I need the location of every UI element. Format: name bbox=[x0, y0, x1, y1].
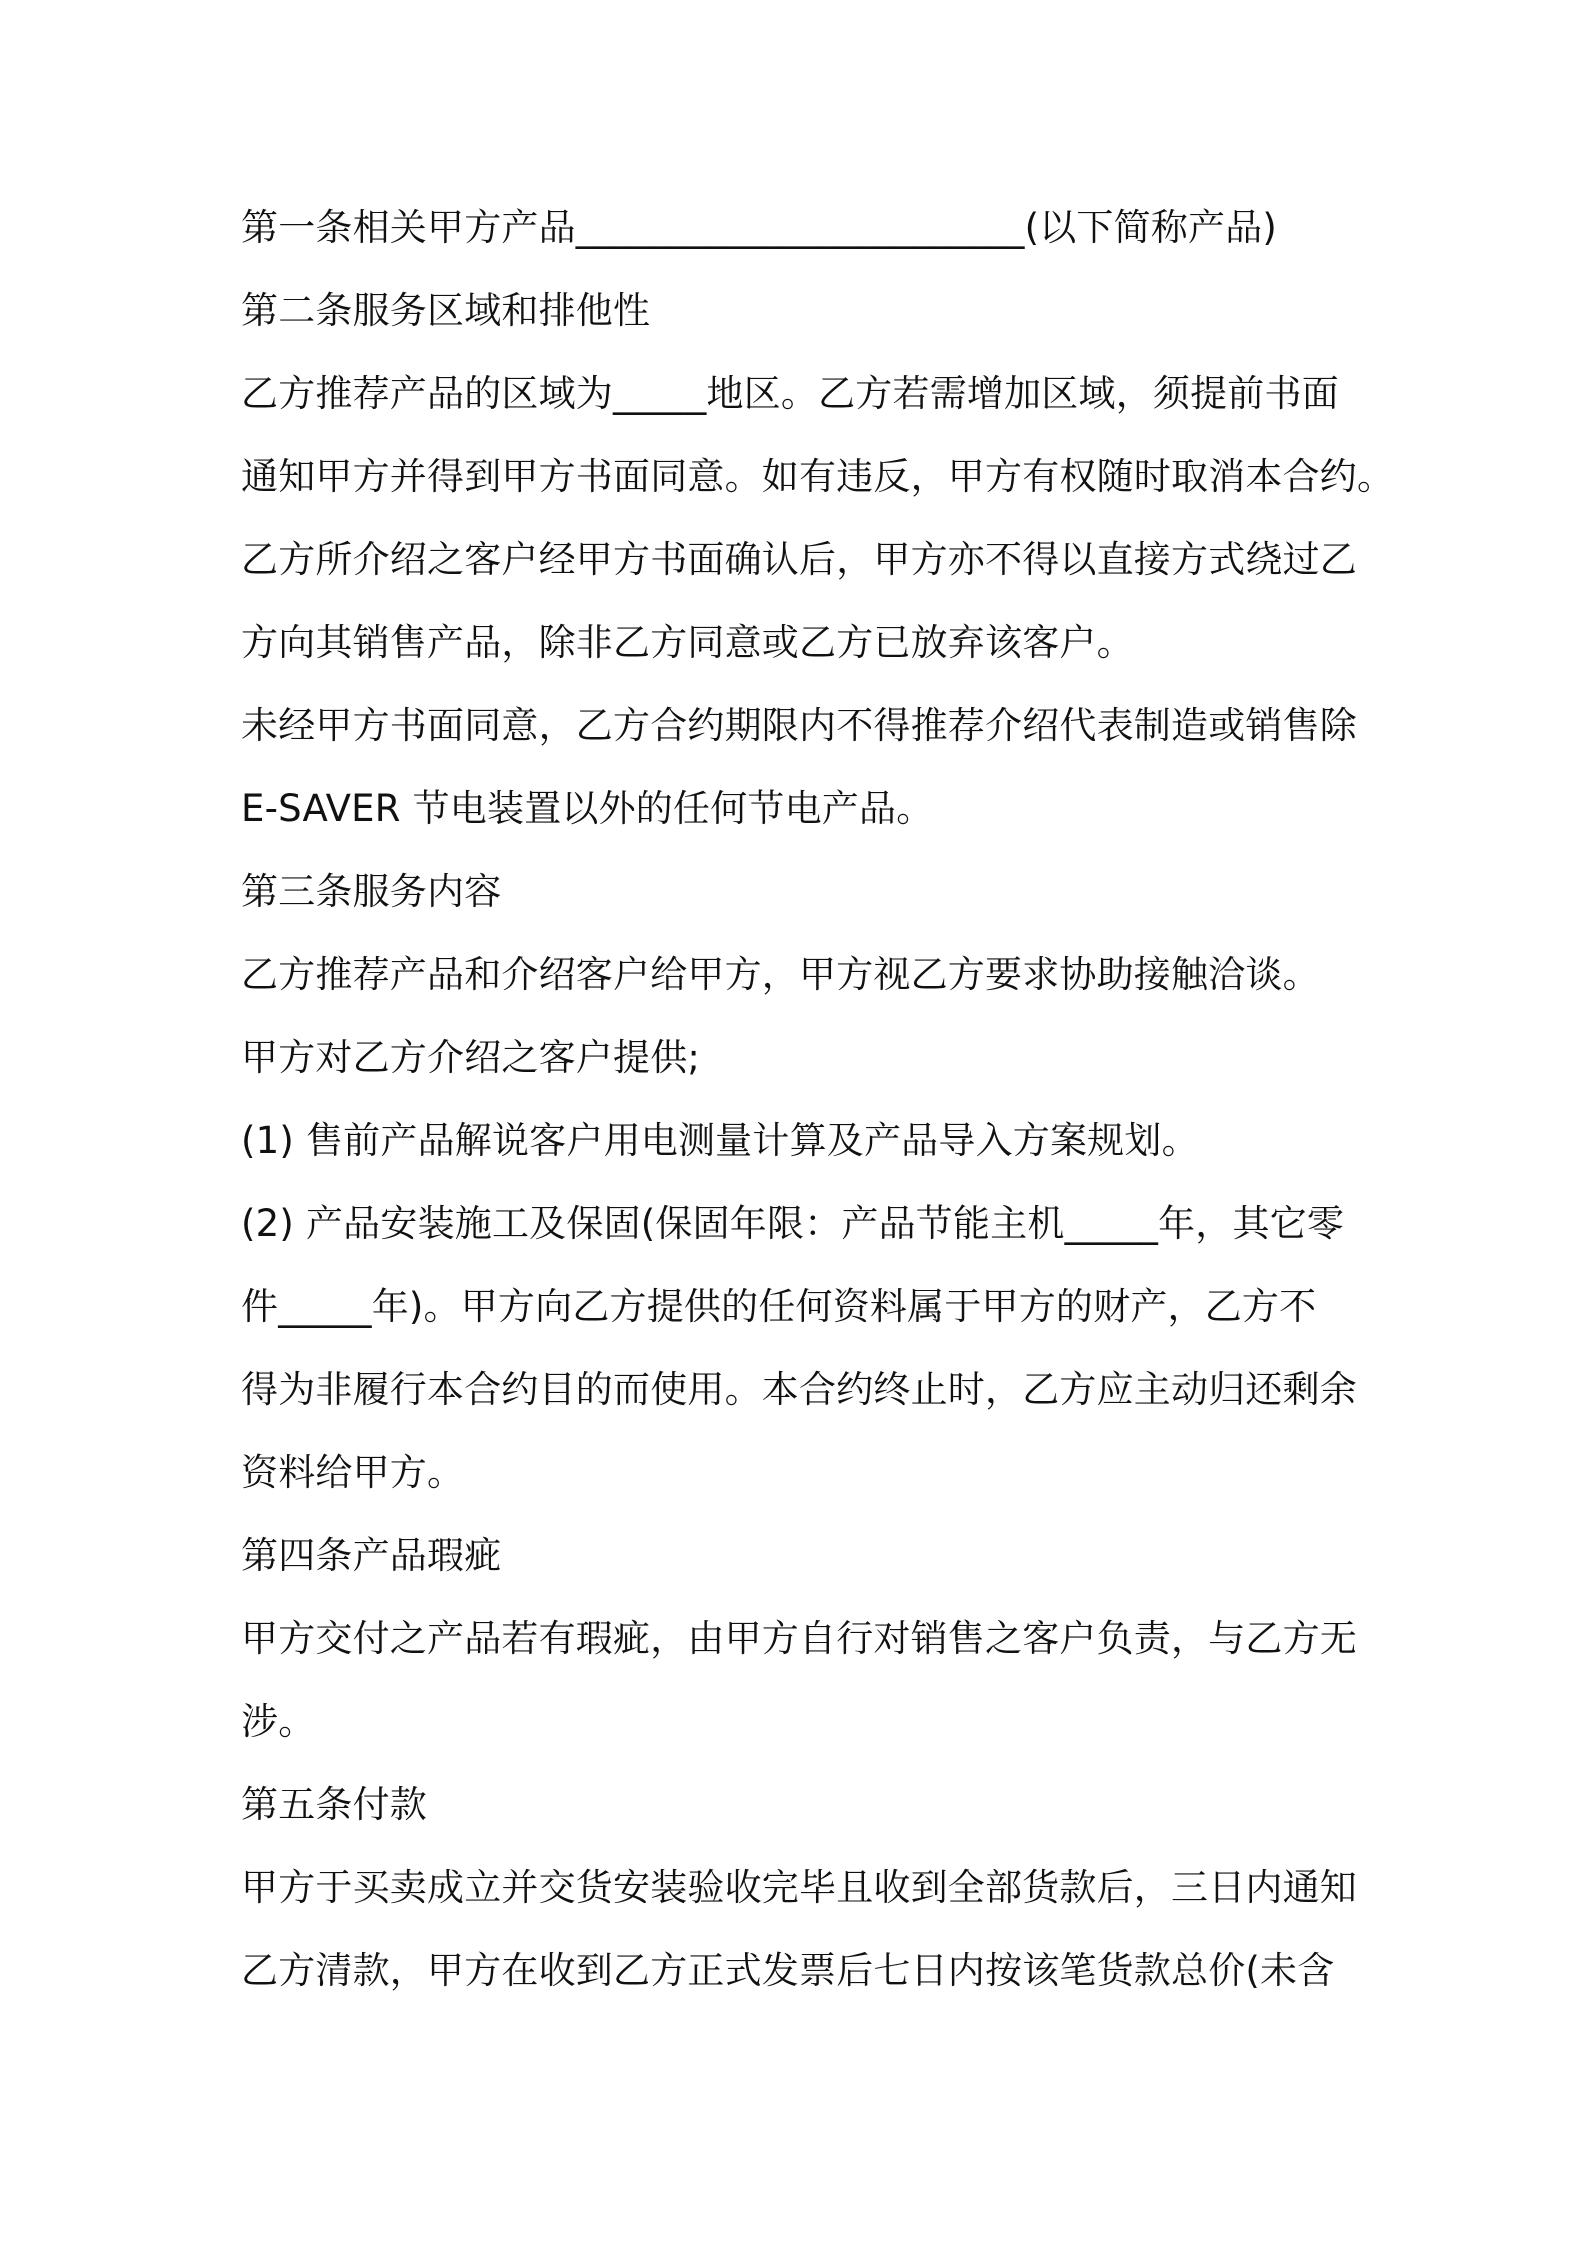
paragraph-line: 涉。 bbox=[241, 1700, 316, 1743]
paragraph-line: 资料给甲方。 bbox=[241, 1451, 465, 1494]
paragraph-line: 甲方对乙方介绍之客户提供; bbox=[241, 1036, 701, 1079]
paragraph-line: 乙方所介绍之客户经甲方书面确认后，甲方亦不得以直接方式绕过乙 bbox=[241, 538, 1357, 581]
list-item-1: (1) 售前产品解说客户用电测量计算及产品导入方案规划。 bbox=[241, 1119, 1199, 1162]
paragraph-line: E-SAVER 节电装置以外的任何节电产品。 bbox=[241, 787, 934, 830]
paragraph-line: 通知甲方并得到甲方书面同意。如有违反，甲方有权随时取消本合约。 bbox=[241, 455, 1395, 498]
paragraph-line: 乙方推荐产品和介绍客户给甲方，甲方视乙方要求协助接触洽谈。 bbox=[241, 953, 1320, 996]
paragraph-line: 方向其销售产品，除非乙方同意或乙方已放弃该客户。 bbox=[241, 621, 1134, 664]
article-5-heading: 第五条付款 bbox=[241, 1783, 427, 1826]
paragraph-line: 乙方推荐产品的区域为_____地区。乙方若需增加区域，须提前书面 bbox=[241, 372, 1339, 415]
article-2-heading: 第二条服务区域和排他性 bbox=[241, 289, 651, 332]
article-3-heading: 第三条服务内容 bbox=[241, 870, 502, 913]
article-1-product-line: 第一条相关甲方产品________________________(以下简称产品) bbox=[241, 206, 1278, 249]
paragraph-line: 甲方于买卖成立并交货安装验收完毕且收到全部货款后，三日内通知 bbox=[241, 1866, 1357, 1909]
paragraph-line: 件_____年)。甲方向乙方提供的任何资料属于甲方的财产，乙方不 bbox=[241, 1285, 1317, 1328]
article-4-heading: 第四条产品瑕疵 bbox=[241, 1534, 502, 1577]
paragraph-line: 甲方交付之产品若有瑕疵，由甲方自行对销售之客户负责，与乙方无 bbox=[241, 1617, 1357, 1660]
list-item-2: (2) 产品安装施工及保固(保固年限：产品节能主机_____年，其它零 bbox=[241, 1202, 1345, 1245]
paragraph-line: 得为非履行本合约目的而使用。本合约终止时，乙方应主动归还剩余 bbox=[241, 1368, 1357, 1411]
paragraph-line: 未经甲方书面同意，乙方合约期限内不得推荐介绍代表制造或销售除 bbox=[241, 704, 1357, 747]
paragraph-line: 乙方清款，甲方在收到乙方正式发票后七日内按该笔货款总价(未含 bbox=[241, 1949, 1335, 1992]
